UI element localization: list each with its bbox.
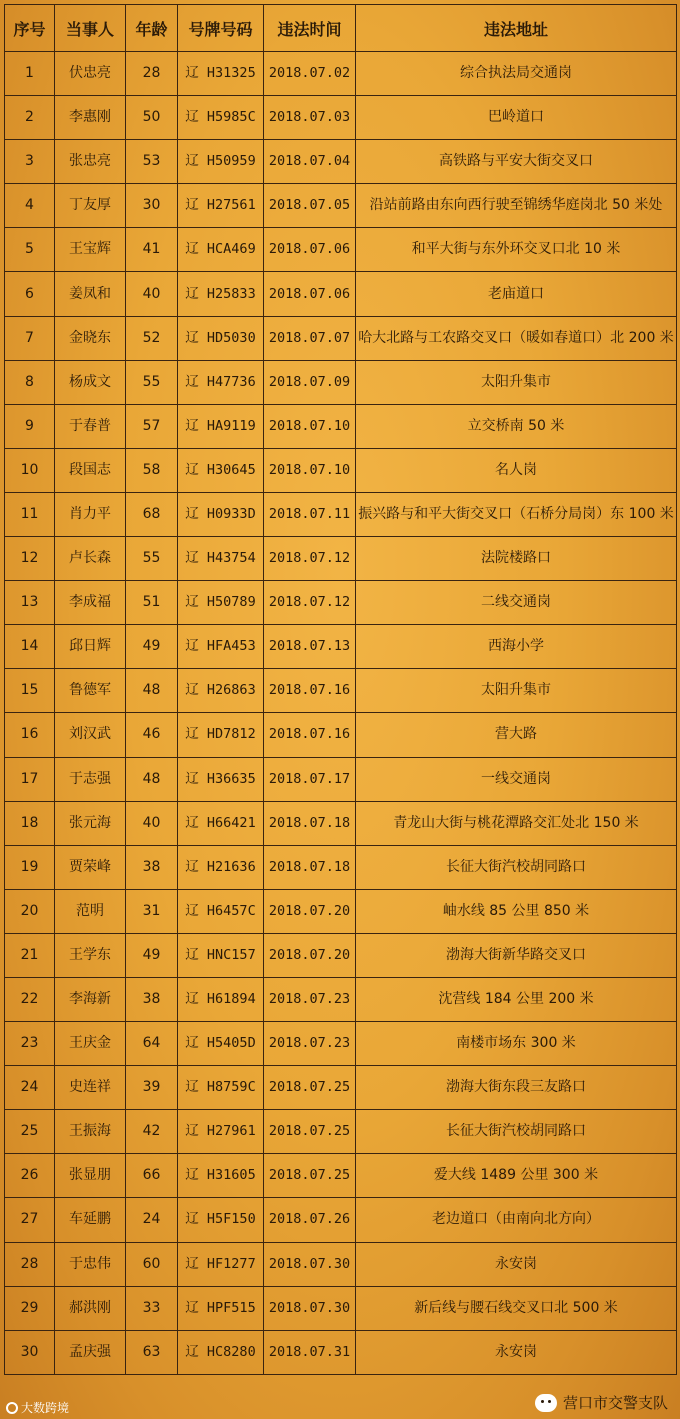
wechat-icon [535, 1394, 557, 1412]
index-cell: 7 [5, 316, 55, 360]
address-cell: 和平大街与东外环交叉口北 10 米 [356, 228, 677, 272]
address-cell: 综合执法局交通岗 [356, 52, 677, 96]
party-cell: 刘汉武 [55, 713, 126, 757]
index-cell: 25 [5, 1110, 55, 1154]
table-row [5, 713, 677, 757]
age-cell: 53 [126, 140, 178, 184]
age-cell: 30 [126, 184, 178, 228]
party-cell: 孟庆强 [55, 1330, 126, 1374]
party-cell: 贾荣峰 [55, 845, 126, 889]
party-cell: 肖力平 [55, 492, 126, 536]
address-cell: 永安岗 [356, 1330, 677, 1374]
party-cell: 段国志 [55, 448, 126, 492]
age-cell: 40 [126, 801, 178, 845]
table-row [5, 52, 677, 96]
table-row [5, 1330, 677, 1374]
index-cell: 8 [5, 360, 55, 404]
index-cell: 19 [5, 845, 55, 889]
index-cell: 6 [5, 272, 55, 316]
party-cell: 卢长森 [55, 537, 126, 581]
plate-cell: 辽 HD5030 [178, 316, 264, 360]
party-cell: 张忠亮 [55, 140, 126, 184]
index-cell: 27 [5, 1198, 55, 1242]
date-cell: 2018.07.04 [264, 140, 356, 184]
party-cell: 车延鹏 [55, 1198, 126, 1242]
index-cell: 11 [5, 492, 55, 536]
index-cell: 1 [5, 52, 55, 96]
address-cell: 长征大街汽校胡同路口 [356, 845, 677, 889]
party-cell: 张元海 [55, 801, 126, 845]
party-cell: 李成福 [55, 581, 126, 625]
date-cell: 2018.07.18 [264, 845, 356, 889]
plate-cell: 辽 H50789 [178, 581, 264, 625]
source-watermark [6, 1399, 69, 1416]
age-cell: 40 [126, 272, 178, 316]
age-cell: 41 [126, 228, 178, 272]
date-cell: 2018.07.06 [264, 228, 356, 272]
party-cell: 于志强 [55, 757, 126, 801]
publisher-label [535, 1392, 668, 1413]
index-cell: 14 [5, 625, 55, 669]
address-cell: 渤海大街新华路交叉口 [356, 933, 677, 977]
date-cell: 2018.07.16 [264, 713, 356, 757]
age-cell: 55 [126, 360, 178, 404]
address-cell: 名人岗 [356, 448, 677, 492]
age-cell: 52 [126, 316, 178, 360]
address-cell: 渤海大街东段三友路口 [356, 1066, 677, 1110]
plate-cell: 辽 H27561 [178, 184, 264, 228]
age-cell: 57 [126, 404, 178, 448]
party-cell: 姜凤和 [55, 272, 126, 316]
age-cell: 64 [126, 1022, 178, 1066]
address-cell: 太阳升集市 [356, 669, 677, 713]
plate-cell: 辽 H66421 [178, 801, 264, 845]
address-cell: 永安岗 [356, 1242, 677, 1286]
party-cell: 王振海 [55, 1110, 126, 1154]
plate-cell: 辽 HCA469 [178, 228, 264, 272]
plate-cell: 辽 H21636 [178, 845, 264, 889]
publisher-label-text: 营口市交警支队 [562, 1394, 668, 1412]
address-cell: 二线交通岗 [356, 581, 677, 625]
age-cell: 33 [126, 1286, 178, 1330]
table-row [5, 1242, 677, 1286]
index-cell: 20 [5, 889, 55, 933]
index-cell: 13 [5, 581, 55, 625]
index-cell: 21 [5, 933, 55, 977]
party-cell: 王庆金 [55, 1022, 126, 1066]
address-cell: 沈营线 184 公里 200 米 [356, 977, 677, 1021]
plate-cell: 辽 H26863 [178, 669, 264, 713]
plate-cell: 辽 HPF515 [178, 1286, 264, 1330]
date-cell: 2018.07.26 [264, 1198, 356, 1242]
address-cell: 老边道口（由南向北方向） [356, 1198, 677, 1242]
party-cell: 李海新 [55, 977, 126, 1021]
party-cell: 丁友厚 [55, 184, 126, 228]
table-row [5, 581, 677, 625]
header-plate: 号牌号码 [178, 5, 264, 52]
party-cell: 郝洪刚 [55, 1286, 126, 1330]
date-cell: 2018.07.23 [264, 977, 356, 1021]
address-cell: 老庙道口 [356, 272, 677, 316]
index-cell: 10 [5, 448, 55, 492]
address-cell: 南楼市场东 300 米 [356, 1022, 677, 1066]
index-cell: 30 [5, 1330, 55, 1374]
table-row [5, 977, 677, 1021]
address-cell: 新后线与腰石线交叉口北 500 米 [356, 1286, 677, 1330]
date-cell: 2018.07.12 [264, 581, 356, 625]
date-cell: 2018.07.31 [264, 1330, 356, 1374]
header-address: 违法地址 [356, 5, 677, 52]
party-cell: 王学东 [55, 933, 126, 977]
plate-cell: 辽 H6457C [178, 889, 264, 933]
party-cell: 于忠伟 [55, 1242, 126, 1286]
index-cell: 15 [5, 669, 55, 713]
plate-cell: 辽 H5985C [178, 96, 264, 140]
address-cell: 立交桥南 50 米 [356, 404, 677, 448]
index-cell: 26 [5, 1154, 55, 1198]
table-row [5, 360, 677, 404]
address-cell: 高铁路与平安大街交叉口 [356, 140, 677, 184]
age-cell: 48 [126, 757, 178, 801]
plate-cell: 辽 HFA453 [178, 625, 264, 669]
party-cell: 于春普 [55, 404, 126, 448]
index-cell: 16 [5, 713, 55, 757]
index-cell: 9 [5, 404, 55, 448]
footer [0, 1395, 680, 1419]
plate-cell: 辽 H30645 [178, 448, 264, 492]
date-cell: 2018.07.13 [264, 625, 356, 669]
date-cell: 2018.07.30 [264, 1242, 356, 1286]
date-cell: 2018.07.05 [264, 184, 356, 228]
index-cell: 23 [5, 1022, 55, 1066]
party-cell: 王宝辉 [55, 228, 126, 272]
table-row [5, 316, 677, 360]
address-cell: 巴岭道口 [356, 96, 677, 140]
index-cell: 17 [5, 757, 55, 801]
index-cell: 24 [5, 1066, 55, 1110]
address-cell: 哈大北路与工农路交叉口（暖如春道口）北 200 米 [356, 316, 677, 360]
plate-cell: 辽 H31605 [178, 1154, 264, 1198]
index-cell: 18 [5, 801, 55, 845]
party-cell: 邱日辉 [55, 625, 126, 669]
age-cell: 38 [126, 845, 178, 889]
table-row [5, 404, 677, 448]
table-row [5, 140, 677, 184]
address-cell: 长征大街汽校胡同路口 [356, 1110, 677, 1154]
age-cell: 24 [126, 1198, 178, 1242]
plate-cell: 辽 HNC157 [178, 933, 264, 977]
plate-cell: 辽 HF1277 [178, 1242, 264, 1286]
age-cell: 42 [126, 1110, 178, 1154]
address-cell: 一线交通岗 [356, 757, 677, 801]
date-cell: 2018.07.10 [264, 448, 356, 492]
plate-cell: 辽 HA9119 [178, 404, 264, 448]
date-cell: 2018.07.20 [264, 933, 356, 977]
date-cell: 2018.07.09 [264, 360, 356, 404]
date-cell: 2018.07.02 [264, 52, 356, 96]
address-cell: 沿站前路由东向西行驶至锦绣华庭岗北 50 米处 [356, 184, 677, 228]
table-row [5, 184, 677, 228]
plate-cell: 辽 HD7812 [178, 713, 264, 757]
party-cell: 金晓东 [55, 316, 126, 360]
age-cell: 58 [126, 448, 178, 492]
plate-cell: 辽 H61894 [178, 977, 264, 1021]
plate-cell: 辽 H31325 [178, 52, 264, 96]
table-row [5, 845, 677, 889]
date-cell: 2018.07.30 [264, 1286, 356, 1330]
age-cell: 39 [126, 1066, 178, 1110]
party-cell: 伏忠亮 [55, 52, 126, 96]
age-cell: 49 [126, 933, 178, 977]
age-cell: 31 [126, 889, 178, 933]
table-row [5, 96, 677, 140]
age-cell: 66 [126, 1154, 178, 1198]
date-cell: 2018.07.03 [264, 96, 356, 140]
address-cell: 爱大线 1489 公里 300 米 [356, 1154, 677, 1198]
age-cell: 28 [126, 52, 178, 96]
date-cell: 2018.07.12 [264, 537, 356, 581]
table-row [5, 1286, 677, 1330]
table-body [5, 52, 677, 1375]
plate-cell: 辽 H25833 [178, 272, 264, 316]
table-row [5, 1022, 677, 1066]
party-cell: 鲁德军 [55, 669, 126, 713]
table-row [5, 801, 677, 845]
date-cell: 2018.07.16 [264, 669, 356, 713]
plate-cell: 辽 H47736 [178, 360, 264, 404]
date-cell: 2018.07.20 [264, 889, 356, 933]
header-party: 当事人 [55, 5, 126, 52]
address-cell: 营大路 [356, 713, 677, 757]
plate-cell: 辽 HC8280 [178, 1330, 264, 1374]
age-cell: 60 [126, 1242, 178, 1286]
date-cell: 2018.07.17 [264, 757, 356, 801]
date-cell: 2018.07.18 [264, 801, 356, 845]
index-cell: 5 [5, 228, 55, 272]
header-index: 序号 [5, 5, 55, 52]
plate-cell: 辽 H5F150 [178, 1198, 264, 1242]
address-cell: 青龙山大街与桃花潭路交汇处北 150 米 [356, 801, 677, 845]
date-cell: 2018.07.06 [264, 272, 356, 316]
address-cell: 振兴路与和平大街交叉口（石桥分局岗）东 100 米 [356, 492, 677, 536]
age-cell: 49 [126, 625, 178, 669]
index-cell: 2 [5, 96, 55, 140]
age-cell: 50 [126, 96, 178, 140]
table-row [5, 492, 677, 536]
date-cell: 2018.07.25 [264, 1066, 356, 1110]
index-cell: 22 [5, 977, 55, 1021]
plate-cell: 辽 H43754 [178, 537, 264, 581]
address-cell: 法院楼路口 [356, 537, 677, 581]
party-cell: 李惠刚 [55, 96, 126, 140]
circle-logo-icon [6, 1402, 18, 1414]
table-header [5, 5, 677, 52]
index-cell: 3 [5, 140, 55, 184]
age-cell: 38 [126, 977, 178, 1021]
age-cell: 63 [126, 1330, 178, 1374]
party-cell: 范明 [55, 889, 126, 933]
header-age: 年龄 [126, 5, 178, 52]
plate-cell: 辽 H50959 [178, 140, 264, 184]
table-row [5, 1066, 677, 1110]
table-row [5, 625, 677, 669]
table-row [5, 228, 677, 272]
date-cell: 2018.07.23 [264, 1022, 356, 1066]
table-row [5, 1198, 677, 1242]
plate-cell: 辽 H27961 [178, 1110, 264, 1154]
index-cell: 12 [5, 537, 55, 581]
plate-cell: 辽 H5405D [178, 1022, 264, 1066]
header-row [5, 5, 677, 52]
age-cell: 48 [126, 669, 178, 713]
index-cell: 29 [5, 1286, 55, 1330]
age-cell: 51 [126, 581, 178, 625]
header-date: 违法时间 [264, 5, 356, 52]
table-row [5, 1110, 677, 1154]
index-cell: 28 [5, 1242, 55, 1286]
party-cell: 杨成文 [55, 360, 126, 404]
party-cell: 史连祥 [55, 1066, 126, 1110]
party-cell: 张显朋 [55, 1154, 126, 1198]
table-row [5, 669, 677, 713]
table-row [5, 448, 677, 492]
address-cell: 岫水线 85 公里 850 米 [356, 889, 677, 933]
age-cell: 68 [126, 492, 178, 536]
date-cell: 2018.07.10 [264, 404, 356, 448]
plate-cell: 辽 H0933D [178, 492, 264, 536]
date-cell: 2018.07.25 [264, 1154, 356, 1198]
table-row [5, 933, 677, 977]
address-cell: 太阳升集市 [356, 360, 677, 404]
table-row [5, 1154, 677, 1198]
table-row [5, 272, 677, 316]
plate-cell: 辽 H8759C [178, 1066, 264, 1110]
table-row [5, 889, 677, 933]
date-cell: 2018.07.07 [264, 316, 356, 360]
date-cell: 2018.07.25 [264, 1110, 356, 1154]
age-cell: 55 [126, 537, 178, 581]
plate-cell: 辽 H36635 [178, 757, 264, 801]
age-cell: 46 [126, 713, 178, 757]
index-cell: 4 [5, 184, 55, 228]
date-cell: 2018.07.11 [264, 492, 356, 536]
address-cell: 西海小学 [356, 625, 677, 669]
table-row [5, 757, 677, 801]
table-row [5, 537, 677, 581]
violations-table [4, 4, 677, 1375]
source-watermark-text: 大数跨境 [21, 1401, 70, 1415]
